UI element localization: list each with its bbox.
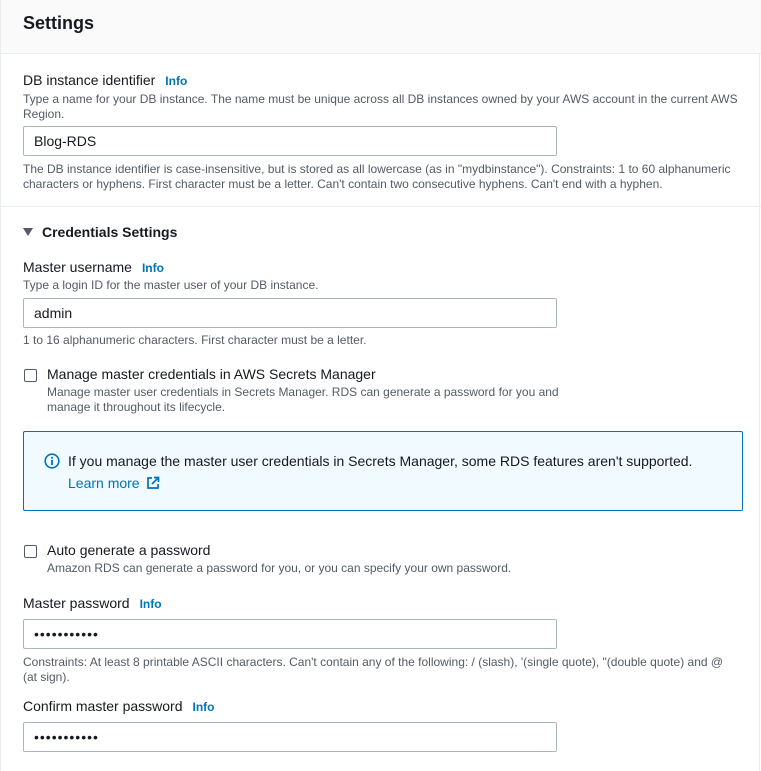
auto-generate-password-label[interactable]: Auto generate a password <box>47 542 211 558</box>
master-username-description: Type a login ID for the master user of your DB instance. <box>23 278 319 292</box>
master-username-label-text: Master username <box>23 259 132 275</box>
db-identifier-label-text: DB instance identifier <box>23 72 156 88</box>
master-password-constraints-line2: (at sign). <box>23 670 70 684</box>
manage-secrets-checkbox[interactable] <box>24 369 37 382</box>
db-identifier-label <box>23 72 187 88</box>
master-username-label <box>23 259 164 275</box>
db-identifier-constraints-line1: The DB instance identifier is case-insensitive, but is stored as all lowercase (as in "mydbinstance"). Constraints: 1 to 60 alphanumeric <box>23 162 731 176</box>
confirm-password-label-text: Confirm master password <box>23 698 183 714</box>
manage-secrets-description-line2: manage it throughout its lifecycle. <box>47 400 226 414</box>
external-link-icon[interactable] <box>146 476 160 490</box>
panel-header <box>1 0 761 54</box>
auto-generate-password-checkbox[interactable] <box>24 545 37 558</box>
alert-message: If you manage the master user credentials in Secrets Manager, some RDS features aren't supported. <box>68 453 693 469</box>
db-identifier-description <box>23 92 738 122</box>
db-identifier-constraints <box>23 162 731 192</box>
db-identifier-input[interactable]: Blog-RDS <box>23 126 557 156</box>
auto-generate-password-description: Amazon RDS can generate a password for you, or you can specify your own password. <box>47 561 512 575</box>
page-title: Settings <box>23 13 95 33</box>
master-username-constraints: 1 to 16 alphanumeric characters. First character must be a letter. <box>23 333 367 347</box>
master-password-info-link[interactable]: Info <box>139 597 162 611</box>
manage-secrets-label[interactable]: Manage master credentials in AWS Secrets Manager <box>47 366 376 382</box>
master-username-info-link[interactable]: Info <box>141 261 164 275</box>
manage-secrets-description-line1: Manage master user credentials in Secrets Manager. RDS can generate a password for you and <box>47 385 559 399</box>
db-identifier-info-link[interactable]: Info <box>165 74 188 88</box>
master-username-input[interactable]: admin <box>23 298 557 328</box>
master-password-label-text: Master password <box>23 595 130 611</box>
info-circle-icon <box>44 453 60 469</box>
section-divider <box>1 206 761 207</box>
caret-down-icon <box>23 228 33 236</box>
master-password-constraints <box>23 655 723 685</box>
credentials-section-title: Credentials Settings <box>42 224 178 240</box>
confirm-password-label <box>23 698 215 714</box>
confirm-password-input[interactable]: ••••••••••• <box>23 722 557 752</box>
confirm-password-info-link[interactable]: Info <box>192 700 215 714</box>
db-identifier-description-line1: Type a name for your DB instance. The name must be unique across all DB instances owned by your AWS account in the current AWS <box>23 92 738 106</box>
manage-secrets-description <box>47 385 559 415</box>
db-identifier-constraints-line2: characters or hyphens. First character must be a letter. Can't contain two consecutive hyphens. Can't end with a hyphen. <box>23 177 663 191</box>
learn-more-link[interactable]: Learn more <box>68 475 140 491</box>
master-password-label <box>23 595 162 611</box>
master-password-constraints-line1: Constraints: At least 8 printable ASCII characters. Can't contain any of the following: / (slash), '(single quote), "(double quote) and @ <box>23 655 724 669</box>
master-password-input[interactable]: ••••••••••• <box>23 619 557 649</box>
db-identifier-description-line2: Region. <box>23 107 65 121</box>
secrets-manager-info-alert <box>23 431 743 511</box>
